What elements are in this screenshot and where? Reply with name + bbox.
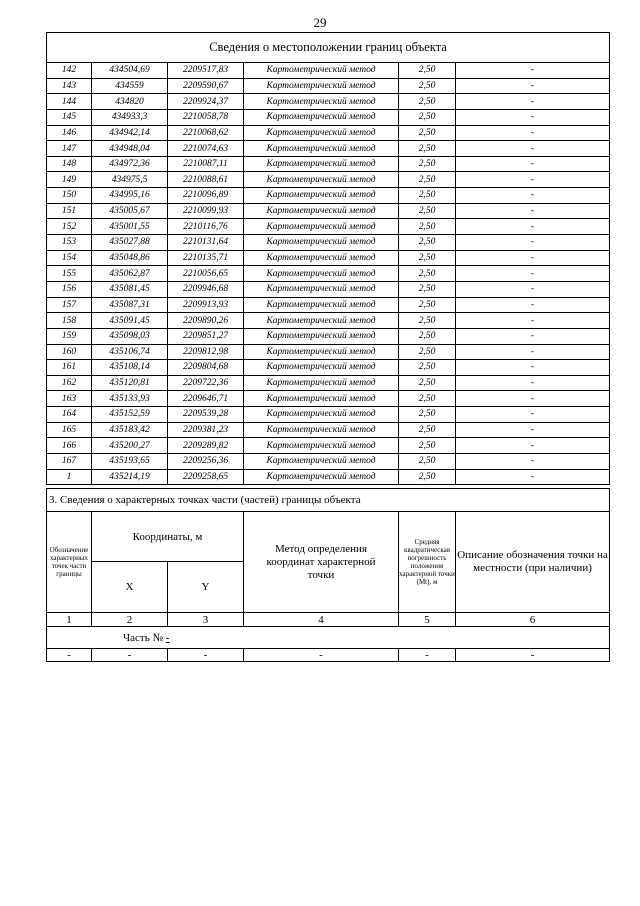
table-cell: 435152,59 bbox=[92, 407, 168, 423]
table-cell: 435048,86 bbox=[92, 250, 168, 266]
table-cell: Картометрический метод bbox=[244, 156, 399, 172]
table-cell: 434504,69 bbox=[92, 63, 168, 79]
table-cell: 2210056,65 bbox=[168, 266, 244, 282]
table-cell: 435120,81 bbox=[92, 375, 168, 391]
table-cell: 434933,3 bbox=[92, 109, 168, 125]
table-row bbox=[47, 297, 610, 313]
table-row bbox=[47, 78, 610, 94]
table-cell: - bbox=[92, 649, 168, 662]
table-cell: 2,50 bbox=[399, 188, 456, 204]
table-cell: Картометрический метод bbox=[244, 375, 399, 391]
table-cell: Картометрический метод bbox=[244, 109, 399, 125]
table-row bbox=[47, 188, 610, 204]
table-cell: 167 bbox=[47, 454, 92, 470]
table-row bbox=[47, 454, 610, 470]
table-cell: 146 bbox=[47, 125, 92, 141]
table-cell: Картометрический метод bbox=[244, 94, 399, 110]
table-cell: Картометрический метод bbox=[244, 313, 399, 329]
table-cell: 2,50 bbox=[399, 94, 456, 110]
table-cell: Картометрический метод bbox=[244, 235, 399, 251]
table-cell: - bbox=[456, 375, 610, 391]
table-cell: 166 bbox=[47, 438, 92, 454]
table-cell: 2,50 bbox=[399, 219, 456, 235]
table-row bbox=[47, 219, 610, 235]
table-cell: Картометрический метод bbox=[244, 344, 399, 360]
table-cell: 435214,19 bbox=[92, 469, 168, 485]
table-cell: - bbox=[456, 469, 610, 485]
table-cell: Картометрический метод bbox=[244, 172, 399, 188]
table-row bbox=[47, 422, 610, 438]
table-cell: - bbox=[456, 438, 610, 454]
table-cell: 2,50 bbox=[399, 344, 456, 360]
table-cell: - bbox=[456, 156, 610, 172]
table-row bbox=[47, 172, 610, 188]
table-cell: 435091,45 bbox=[92, 313, 168, 329]
table-cell: 2209812,98 bbox=[168, 344, 244, 360]
table-cell: 2209804,68 bbox=[168, 360, 244, 376]
table-cell: 435183,42 bbox=[92, 422, 168, 438]
table-cell: 163 bbox=[47, 391, 92, 407]
table-cell: 435001,55 bbox=[92, 219, 168, 235]
table-cell: - bbox=[456, 313, 610, 329]
table-cell: 161 bbox=[47, 360, 92, 376]
table-cell: - bbox=[244, 649, 399, 662]
table-row bbox=[47, 141, 610, 157]
table-cell: 144 bbox=[47, 94, 92, 110]
table-cell: 435106,74 bbox=[92, 344, 168, 360]
table-cell: Картометрический метод bbox=[244, 407, 399, 423]
table-cell: 2209924,37 bbox=[168, 94, 244, 110]
table-cell: 435005,67 bbox=[92, 203, 168, 219]
table-row bbox=[47, 313, 610, 329]
table-cell: 2,50 bbox=[399, 469, 456, 485]
table-cell: 147 bbox=[47, 141, 92, 157]
table-cell: 2,50 bbox=[399, 391, 456, 407]
table-cell: 2,50 bbox=[399, 63, 456, 79]
table-cell: 2209851,27 bbox=[168, 328, 244, 344]
table-cell: - bbox=[399, 649, 456, 662]
table-cell: 159 bbox=[47, 328, 92, 344]
table-cell: 435108,14 bbox=[92, 360, 168, 376]
table-row bbox=[47, 203, 610, 219]
table-cell: 2,50 bbox=[399, 313, 456, 329]
table-cell: - bbox=[456, 649, 610, 662]
table-cell: 2210058,78 bbox=[168, 109, 244, 125]
table-cell: 2210074,63 bbox=[168, 141, 244, 157]
column-number: 4 bbox=[244, 613, 399, 627]
table-cell: 1 bbox=[47, 469, 92, 485]
table-cell: Картометрический метод bbox=[244, 297, 399, 313]
table-cell: 2,50 bbox=[399, 266, 456, 282]
table-cell: 2210135,71 bbox=[168, 250, 244, 266]
table-cell: 162 bbox=[47, 375, 92, 391]
table-cell: 2210087,11 bbox=[168, 156, 244, 172]
table-cell: 2209722,36 bbox=[168, 375, 244, 391]
page-number: 29 bbox=[313, 15, 327, 30]
table-cell: Картометрический метод bbox=[244, 454, 399, 470]
table-cell: 2,50 bbox=[399, 156, 456, 172]
table-cell: 2,50 bbox=[399, 360, 456, 376]
table-cell: - bbox=[456, 407, 610, 423]
table-cell: 2,50 bbox=[399, 454, 456, 470]
table-cell: - bbox=[456, 344, 610, 360]
table-cell: - bbox=[456, 188, 610, 204]
table-cell: - bbox=[456, 360, 610, 376]
table-cell: Картометрический метод bbox=[244, 125, 399, 141]
table-cell: 2210068,62 bbox=[168, 125, 244, 141]
table-cell: - bbox=[456, 125, 610, 141]
table-cell: 2209646,71 bbox=[168, 391, 244, 407]
table-cell: Картометрический метод bbox=[244, 422, 399, 438]
table-cell: 2,50 bbox=[399, 281, 456, 297]
table-cell: Картометрический метод bbox=[244, 469, 399, 485]
method-header: Метод определения координат характерной точки bbox=[244, 512, 399, 613]
table-cell: 143 bbox=[47, 78, 92, 94]
x-header: X bbox=[92, 562, 168, 613]
table-cell: 142 bbox=[47, 63, 92, 79]
accuracy-header: Средняя квадратическая погрешность положения характерной точки (Mt), м bbox=[399, 512, 456, 613]
table-cell: - bbox=[456, 422, 610, 438]
table-cell: 2209256,36 bbox=[168, 454, 244, 470]
table-cell: 2209289,82 bbox=[168, 438, 244, 454]
table-cell: 156 bbox=[47, 281, 92, 297]
table-cell: Картометрический метод bbox=[244, 219, 399, 235]
column-number: 1 bbox=[47, 613, 92, 627]
part-label: Часть № bbox=[123, 631, 163, 644]
table-cell: 160 bbox=[47, 344, 92, 360]
table-cell: - bbox=[47, 649, 92, 662]
table-cell: 2210096,89 bbox=[168, 188, 244, 204]
table-cell: Картометрический метод bbox=[244, 203, 399, 219]
table-cell: 435027,88 bbox=[92, 235, 168, 251]
table-cell: 2210131,64 bbox=[168, 235, 244, 251]
column-number: 3 bbox=[168, 613, 244, 627]
table-cell: 2209539,28 bbox=[168, 407, 244, 423]
table-cell: Картометрический метод bbox=[244, 281, 399, 297]
table-cell: 150 bbox=[47, 188, 92, 204]
section-title: Сведения о местоположении границ объекта bbox=[47, 33, 610, 63]
table-cell: - bbox=[456, 141, 610, 157]
table-row bbox=[47, 94, 610, 110]
table-cell: 2209946,68 bbox=[168, 281, 244, 297]
table-cell: - bbox=[456, 454, 610, 470]
table-cell: - bbox=[456, 203, 610, 219]
table-cell: - bbox=[456, 109, 610, 125]
table-cell: Картометрический метод bbox=[244, 63, 399, 79]
table-cell: - bbox=[456, 78, 610, 94]
point-designation-header: Обозначение характерных точек части границы bbox=[47, 512, 92, 613]
table-cell: - bbox=[456, 94, 610, 110]
table-cell: 434995,16 bbox=[92, 188, 168, 204]
section3-title: 3. Сведения о характерных точках части (частей) границы объекта bbox=[47, 489, 610, 512]
y-header: Y bbox=[168, 562, 244, 613]
table-row bbox=[47, 156, 610, 172]
table-cell: 435098,03 bbox=[92, 328, 168, 344]
table-cell: Картометрический метод bbox=[244, 78, 399, 94]
table-cell: - bbox=[168, 649, 244, 662]
description-header: Описание обозначения точки на местности (при наличии) bbox=[456, 512, 610, 613]
table-cell: 2,50 bbox=[399, 109, 456, 125]
table-cell: 2209381,23 bbox=[168, 422, 244, 438]
table-cell: Картометрический метод bbox=[244, 328, 399, 344]
table-row bbox=[47, 250, 610, 266]
table-cell: 434559 bbox=[92, 78, 168, 94]
table-cell: 434942,14 bbox=[92, 125, 168, 141]
table-cell: Картометрический метод bbox=[244, 360, 399, 376]
table-cell: 2209517,83 bbox=[168, 63, 244, 79]
table-cell: 2,50 bbox=[399, 125, 456, 141]
table-cell: Картометрический метод bbox=[244, 141, 399, 157]
table-cell: Картометрический метод bbox=[244, 266, 399, 282]
table-cell: 164 bbox=[47, 407, 92, 423]
table-row bbox=[47, 375, 610, 391]
table-cell: 165 bbox=[47, 422, 92, 438]
table-cell: - bbox=[456, 328, 610, 344]
table-cell: - bbox=[456, 391, 610, 407]
boundary-points-table bbox=[46, 32, 610, 485]
table-cell: 152 bbox=[47, 219, 92, 235]
table-cell: 2209913,93 bbox=[168, 297, 244, 313]
table-cell: - bbox=[456, 172, 610, 188]
table-cell: 149 bbox=[47, 172, 92, 188]
table-cell: Картометрический метод bbox=[244, 250, 399, 266]
table-cell: 2,50 bbox=[399, 78, 456, 94]
table-cell: 435062,87 bbox=[92, 266, 168, 282]
table-row bbox=[47, 125, 610, 141]
table-cell: - bbox=[456, 281, 610, 297]
table-cell: 2209590,67 bbox=[168, 78, 244, 94]
table-row bbox=[47, 328, 610, 344]
table-cell: 148 bbox=[47, 156, 92, 172]
table-cell: 2209890,26 bbox=[168, 313, 244, 329]
table-cell: - bbox=[456, 63, 610, 79]
table-cell: 434820 bbox=[92, 94, 168, 110]
column-number: 5 bbox=[399, 613, 456, 627]
column-number: 6 bbox=[456, 613, 610, 627]
table-cell: 2210116,76 bbox=[168, 219, 244, 235]
table-cell: 157 bbox=[47, 297, 92, 313]
table-cell: - bbox=[456, 250, 610, 266]
table-cell: 2,50 bbox=[399, 141, 456, 157]
table-row bbox=[47, 469, 610, 485]
table-row bbox=[47, 391, 610, 407]
table-cell: Картометрический метод bbox=[244, 391, 399, 407]
table-cell: 435087,31 bbox=[92, 297, 168, 313]
table-cell: 2210099,93 bbox=[168, 203, 244, 219]
table-cell: 2,50 bbox=[399, 328, 456, 344]
table-cell: 435200,27 bbox=[92, 438, 168, 454]
table-cell: 2,50 bbox=[399, 203, 456, 219]
table-row bbox=[47, 235, 610, 251]
table-cell: 2,50 bbox=[399, 250, 456, 266]
table-cell: 154 bbox=[47, 250, 92, 266]
table-cell: - bbox=[456, 219, 610, 235]
table-cell: 2,50 bbox=[399, 407, 456, 423]
table-row bbox=[47, 344, 610, 360]
table-cell: Картометрический метод bbox=[244, 438, 399, 454]
table-cell: 155 bbox=[47, 266, 92, 282]
table-row bbox=[47, 63, 610, 79]
part-label-cell bbox=[47, 627, 610, 649]
table-row bbox=[47, 281, 610, 297]
part-number: - bbox=[165, 631, 170, 644]
part-points-table bbox=[46, 488, 610, 662]
table-cell: - bbox=[456, 297, 610, 313]
table-row bbox=[47, 109, 610, 125]
table-cell: 2,50 bbox=[399, 438, 456, 454]
table-cell: 151 bbox=[47, 203, 92, 219]
table-cell: 2,50 bbox=[399, 422, 456, 438]
column-number: 2 bbox=[92, 613, 168, 627]
table-cell: 435193,65 bbox=[92, 454, 168, 470]
table-row bbox=[47, 438, 610, 454]
table-cell: 2,50 bbox=[399, 172, 456, 188]
table-cell: 434972,36 bbox=[92, 156, 168, 172]
table-cell: 2,50 bbox=[399, 375, 456, 391]
table-cell: 435081,45 bbox=[92, 281, 168, 297]
coordinates-header: Координаты, м bbox=[92, 512, 244, 562]
table-cell: 434948,04 bbox=[92, 141, 168, 157]
table-cell: 158 bbox=[47, 313, 92, 329]
table-cell: - bbox=[456, 235, 610, 251]
table-cell: 153 bbox=[47, 235, 92, 251]
table-cell: 145 bbox=[47, 109, 92, 125]
table-row bbox=[47, 266, 610, 282]
table-row bbox=[47, 360, 610, 376]
table-cell: 434975,5 bbox=[92, 172, 168, 188]
table-cell: 2,50 bbox=[399, 297, 456, 313]
table-cell: 2,50 bbox=[399, 235, 456, 251]
table-cell: 435133,93 bbox=[92, 391, 168, 407]
table-row bbox=[47, 407, 610, 423]
table-cell: - bbox=[456, 266, 610, 282]
table-cell: Картометрический метод bbox=[244, 188, 399, 204]
table-cell: 2209258,65 bbox=[168, 469, 244, 485]
table-cell: 2210088,61 bbox=[168, 172, 244, 188]
